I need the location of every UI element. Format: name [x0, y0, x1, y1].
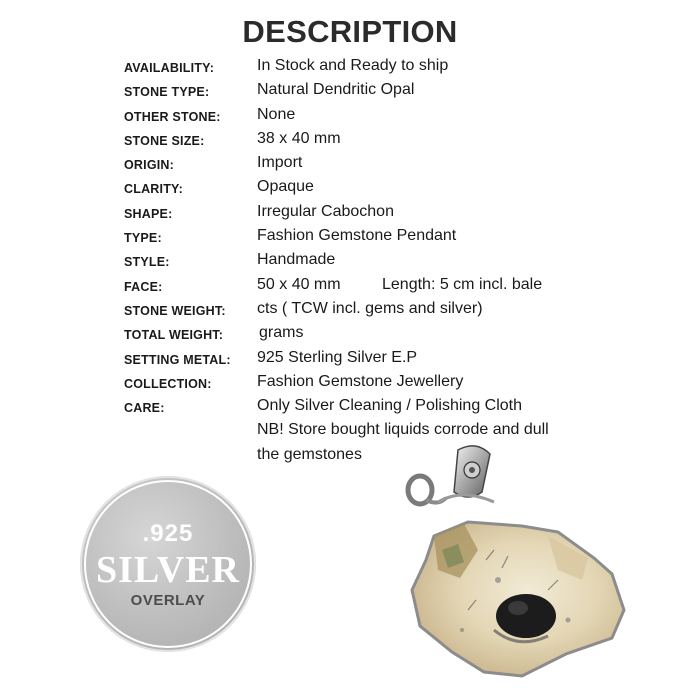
spec-label: OTHER STONE: [124, 109, 221, 124]
spec-row-clarity [124, 178, 684, 202]
seal-overlay-text: OVERLAY [130, 592, 206, 609]
spec-value: 50 x 40 mm [257, 275, 341, 293]
spec-label: STYLE: [124, 255, 170, 270]
spec-value: Opaque [257, 178, 314, 196]
spec-label: AVAILABILITY: [124, 61, 215, 75]
spec-row-other-stone [124, 106, 684, 130]
spec-label: COLLECTION: [124, 376, 212, 391]
spec-value: 38 x 40 mm [257, 129, 341, 147]
spec-row-setting-metal [124, 349, 684, 373]
spec-value: cts ( TCW incl. gems and silver) [257, 299, 483, 317]
page-title: DESCRIPTION [242, 14, 458, 49]
spec-value: NB! Store bought liquids corrode and dull [257, 421, 549, 439]
spec-value: Import [257, 154, 303, 172]
spec-value: Only Silver Cleaning / Polishing Cloth [257, 397, 523, 415]
spec-row-type [124, 227, 684, 251]
spec-label: CARE: [124, 401, 165, 416]
spec-value: Fashion Gemstone Pendant [257, 227, 457, 245]
spec-row-shape [124, 203, 684, 227]
spec-row-stone-weight [124, 300, 684, 324]
spec-value-length: Length: 5 cm incl. bale [382, 275, 543, 293]
spec-label: SETTING METAL: [124, 352, 231, 367]
spec-value: In Stock and Ready to ship [257, 57, 449, 74]
spec-row-stone-size [124, 130, 684, 154]
spec-row-stone-type [124, 81, 684, 105]
spec-value: Handmade [257, 251, 336, 269]
spec-label: SHAPE: [124, 206, 173, 221]
spec-list [124, 57, 684, 470]
spec-label: FACE: [124, 279, 163, 294]
spec-value: Fashion Gemstone Jewellery [257, 372, 464, 390]
spec-label: TOTAL WEIGHT: [124, 328, 224, 343]
spec-value: the gemstones [257, 445, 362, 463]
spec-value: Irregular Cabochon [257, 202, 394, 220]
spec-row-style [124, 251, 684, 275]
spec-value: Natural Dendritic Opal [257, 81, 415, 99]
spec-row-care [124, 397, 684, 421]
spec-label: ORIGIN: [124, 158, 175, 173]
spec-label: CLARITY: [124, 182, 183, 197]
spec-value: 925 Sterling Silver E.P [257, 348, 418, 366]
dendritic-opal-stone [412, 522, 624, 676]
spec-row-availability [124, 57, 684, 81]
spec-row-origin [124, 154, 684, 178]
spec-value: grams [259, 324, 304, 342]
spec-label: STONE WEIGHT: [124, 303, 226, 318]
spec-label: TYPE: [124, 231, 162, 246]
spec-row-collection [124, 373, 684, 397]
spec-row-face [124, 276, 684, 300]
spec-label: STONE TYPE: [124, 85, 210, 100]
spec-value: None [257, 105, 296, 123]
seal-silver-text: SILVER [95, 549, 240, 591]
pendant-photo-image [398, 440, 630, 692]
spec-row-total-weight [124, 324, 684, 348]
spec-label: STONE SIZE: [124, 133, 205, 148]
seal-925-text: .925 [142, 520, 194, 547]
